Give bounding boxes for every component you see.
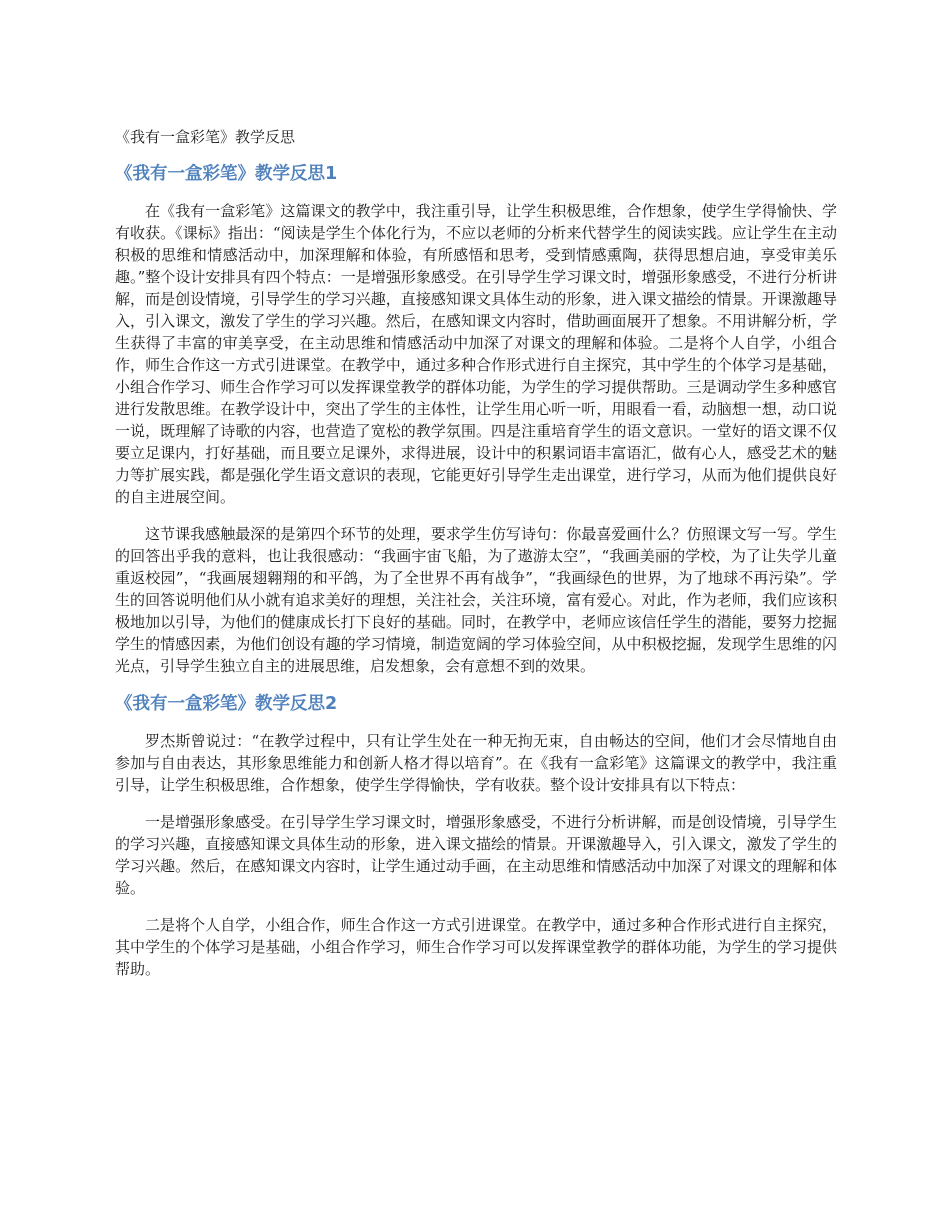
section-heading: 《我有一盒彩笔》教学反思1 xyxy=(115,164,338,184)
document-title: 《我有一盒彩笔》教学反思 xyxy=(115,128,296,146)
section-2 xyxy=(115,692,837,980)
paragraph: 二是将个人自学，小组合作，师生合作这一方式引进课堂。在教学中，通过多种合作形式进行自主探究，其中学生的个体学习是基础，小组合作学习，师生合作学习可以发挥课堂教学的群体功能，为学生的学习提供帮助。 xyxy=(115,916,837,978)
paragraph: 在《我有一盒彩笔》这篇课文的教学中，我注重引导，让学生积极思维，合作想象，使学生学得愉快、学有收获。《课标》指出：“阅读是学生个体化行为，不应以老师的分析来代替学生的阅读实践。应让学生在主动积极的思维和情感活动中，加深理解和体验，有所感悟和思考，受到情感熏陶，获得思想启迪，享受审美乐趣。”整个设计安排具有四个特点：一是增强形象感受。在引导学生学习课文时，增强形象感受，不进行分析讲解，而是创设情境，引导学生的学习兴趣，直接感知课文具体生动的形象，进入课文描绘的情景。开课激趣导入，引入课文，激发了学生的学习兴趣。然后，在感知课文内容时，借助画面展开了想象。不用讲解分析，学生获得了丰富的审美享受，在主动思维和情感活动中加深了对课文的理解和体验。二是将个人自学，小组合作，师生合作这一方式引进课堂。在教学中，通过多种合作形式进行自主探究，其中学生的个体学习是基础，小组合作学习、师生合作学习可以发挥课堂教学的群体功能，为学生的学习提供帮助。三是调动学生多种感官进行发散思维。在教学设计中，突出了学生的主体性，让学生用心听一听，用眼看一看，动脑想一想，动口说一说，既理解了诗歌的内容，也营造了宽松的教学氛围。四是注重培育学生的语文意识。一堂好的语文课不仅要立足课内，打好基础，而且要立足课外，求得进展，设计中的积累词语丰富语汇，做有心人，感受艺术的魅力等扩展实践，都是强化学生语文意识的表现，它能更好引导学生走出课堂，进行学习，从而为他们提供良好的自主进展空间。 xyxy=(115,202,837,506)
section-heading: 《我有一盒彩笔》教学反思2 xyxy=(115,694,338,714)
paragraph: 这节课我感触最深的是第四个环节的处理，要求学生仿写诗句：你最喜爱画什么？仿照课文写一写。学生的回答出乎我的意料，也让我很感动：“我画宇宙飞船，为了遨游太空”，“我画美丽的学校，为了让失学儿童重返校园”，“我画展翅翱翔的和平鸽，为了全世界不再有战争”，“我画绿色的世界，为了地球不再污染”。学生的回答说明他们从小就有追求美好的理想，关注社会，关注环境，富有爱心。对此，作为老师，我们应该积极地加以引导，为他们的健康成长打下良好的基础。同时，在教学中，老师应该信任学生的潜能，要努力挖掘学生的情感因素，为他们创设有趣的学习情境，制造宽阔的学习体验空间，从中积极挖掘，发现学生思维的闪光点，引导学生独立自主的进展思维，启发想象，会有意想不到的效果。 xyxy=(115,525,837,675)
paragraph: 罗杰斯曾说过：“在教学过程中，只有让学生处在一种无拘无束，自由畅达的空间，他们才会尽情地自由参加与自由表达，其形象思维能力和创新人格才得以培育”。在《我有一盒彩笔》这篇课文的教学中，我注重引导，让学生积极思维，合作想象，使学生学得愉快，学有收获。整个设计安排具有以下特点： xyxy=(115,732,837,794)
paragraph: 一是增强形象感受。在引导学生学习课文时，增强形象感受，不进行分析讲解，而是创设情境，引导学生的学习兴趣，直接感知课文具体生动的形象，进入课文描绘的情景。开课激趣导入，引入课文，激发了学生的学习兴趣。然后，在感知课文内容时，让学生通过动手画，在主动思维和情感活动中加深了对课文的理解和体验。 xyxy=(115,813,837,897)
document-content xyxy=(115,126,837,995)
section-1 xyxy=(115,162,837,677)
